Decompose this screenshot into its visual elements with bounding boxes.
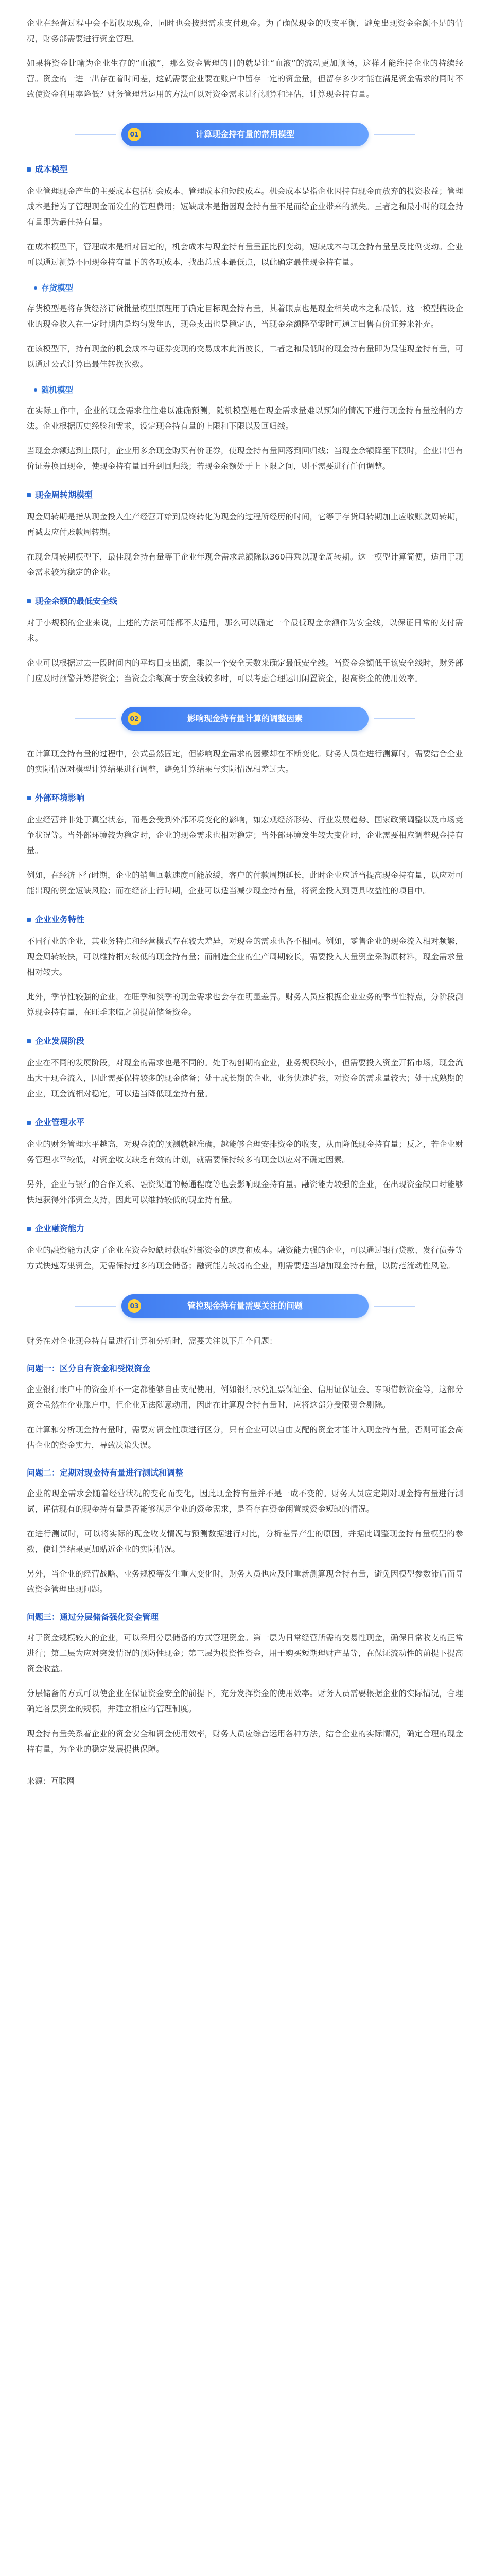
question-paragraph: 对于资金规模较大的企业，可以采用分层储备的方式管理资金。第一层为日常经营所需的交易性现金，确保日常收支的正常进行；第二层为应对突发情况的预防性现金；第三层为投资性资金，用于购买短期理财产品等，在保证流动性的前提下提高资金收益。 — [27, 1633, 463, 1673]
question-paragraph: 企业的现金需求会随着经营状况的变化而变化，因此现金持有量并不是一成不变的。财务人员应定期对现金持有量进行测试，评估现有的现金持有量是否能够满足企业的资金需求，是否存在资金闲置或资金短缺的情况。 — [27, 1489, 463, 1514]
factor-paragraph: 另外，企业与银行的合作关系、融资渠道的畅通程度等也会影响现金持有量。融资能力较强的企业，在出现资金缺口时能够快速获得外部资金支持，因此可以维持较低的现金持有量。 — [27, 1180, 463, 1205]
section-title: 影响现金持有量计算的调整因素 — [187, 714, 303, 723]
bullet-square-icon — [27, 918, 31, 922]
source-credit: 来源：互联网 — [27, 1776, 75, 1786]
factor-heading: 外部环境影响 — [27, 790, 463, 806]
model-heading: 存货模型 — [34, 280, 463, 296]
section-number-badge: 02 — [128, 712, 141, 725]
banner-line-right — [374, 718, 415, 719]
factor-paragraph: 企业的财务管理水平越高，对现金流的预测就越准确，越能够合理安排资金的收支，从而降低现金持有量；反之，若企业财务管理水平较低，对资金收支缺乏有效的计划，就需要保持较多的现金以应对不确定因素。 — [27, 1140, 463, 1164]
factor-paragraph: 例如，在经济下行时期，企业的销售回款速度可能放缓，客户的付款周期延长，此时企业应适当提高现金持有量，以应对可能出现的资金短缺风险；而在经济上行时期，企业可以适当减少现金持有量，将资金投入到更具收益性的项目中。 — [27, 871, 463, 895]
model-heading: 现金周转期模型 — [27, 487, 463, 503]
factor-paragraph: 企业经营并非处于真空状态，而是会受到外部环境变化的影响，如宏观经济形势、行业发展趋势、国家政策调整以及市场竞争状况等。当外部环境较为稳定时，企业的现金需求也相对稳定；当外部环境发生较大变化时，企业需要相应调整现金持有量。 — [27, 815, 463, 855]
factor-paragraph: 企业的融资能力决定了企业在资金短缺时获取外部资金的速度和成本。融资能力强的企业，可以通过银行贷款、发行债券等方式快速筹集资金，无需保持过多的现金储备；融资能力较弱的企业，则需要适当增加现金持有量，以防范流动性风险。 — [27, 1246, 463, 1270]
factor-heading: 企业管理水平 — [27, 1115, 463, 1130]
section-banner-1 — [121, 123, 369, 146]
question-paragraph: 在计算和分析现金持有量时，需要对资金性质进行区分，只有企业可以自由支配的资金才能计入现金持有量，否则可能会高估企业的资金实力，导致决策失误。 — [27, 1425, 463, 1450]
question-paragraph: 另外，当企业的经营战略、业务规模等发生重大变化时，财务人员也应及时重新测算现金持有量，避免因模型参数滞后而导致资金管理出现问题。 — [27, 1569, 463, 1594]
bullet-square-icon — [27, 796, 31, 800]
section-intro: 财务在对企业现金持有量进行计算和分析时，需要关注以下几个问题： — [27, 1336, 277, 1346]
section-number-badge: 01 — [128, 128, 141, 141]
intro-paragraph-1: 企业在经营过程中会不断收取现金，同时也会按照需求支付现金。为了确保现金的收支平衡，避免出现资金余额不足的情况，财务部需要进行资金管理。 — [27, 19, 463, 43]
model-paragraph: 当现金余额达到上限时，企业用多余现金购买有价证券，使现金持有量回落到回归线；当现金余额降至下限时，企业出售有价证券换回现金，使现金持有量回升到回归线；若现金余额处于上下限之间，则不需要进行任何调整。 — [27, 446, 463, 471]
section-banner-3 — [121, 1294, 369, 1318]
model-paragraph: 在现金周转期模型下，最佳现金持有量等于企业年现金需求总额除以360再乘以现金周转期。这一模型计算简便，适用于现金需求较为稳定的企业。 — [27, 552, 463, 577]
model-heading: 成本模型 — [27, 162, 463, 177]
model-paragraph: 企业管理现金产生的主要成本包括机会成本、管理成本和短缺成本。机会成本是指企业因持有现金而放弃的投资收益；管理成本是指为了管理现金而发生的管理费用；短缺成本是指因现金持有量不足而给企业带来的损失。三者之和最小时的现金持有量即为最佳持有量。 — [27, 187, 463, 227]
bullet-square-icon — [27, 1121, 31, 1125]
model-heading: 随机模型 — [34, 382, 463, 398]
bullet-square-icon — [27, 1227, 31, 1231]
question-heading: 问题三：通过分层储备强化资金管理 — [27, 1612, 159, 1622]
question-paragraph: 分层储备的方式可以使企业在保证资金安全的前提下，充分发挥资金的使用效率。财务人员需要根据企业的实际情况，合理确定各层资金的规模，并建立相应的管理制度。 — [27, 1689, 463, 1714]
factor-paragraph: 企业在不同的发展阶段，对现金的需求也是不同的。处于初创期的企业，业务规模较小，但需要投入资金开拓市场，现金流出大于现金流入，因此需要保持较多的现金储备；处于成长期的企业，业务快速扩张，对资金的需求量较大；处于成熟期的企业，现金流相对稳定，可以适当降低现金持有量。 — [27, 1058, 463, 1098]
model-paragraph: 存货模型是将存货经济订货批量模型原理用于确定目标现金持有量，其着眼点也是现金相关成本之和最低。这一模型假设企业的现金收入在一定时期内是均匀发生的，现金支出也是稳定的，当现金余额降至零时可通过出售有价证券来补充。 — [27, 304, 463, 329]
bullet-dot-icon — [34, 388, 37, 392]
bullet-square-icon — [27, 1039, 31, 1043]
factor-heading: 企业融资能力 — [27, 1221, 463, 1236]
question-heading: 问题二：定期对现金持有量进行测试和调整 — [27, 1468, 184, 1478]
banner-line-left — [75, 134, 116, 135]
model-heading: 现金余额的最低安全线 — [27, 594, 463, 609]
model-paragraph: 企业可以根据过去一段时间内的平均日支出额，乘以一个安全天数来确定最低安全线。当资金余额低于该安全线时，财务部门应及时预警并筹措资金；当资金余额高于安全线较多时，可以考虑合理运用闲置资金，提高资金的使用效率。 — [27, 658, 463, 683]
banner-line-right — [374, 134, 415, 135]
bullet-dot-icon — [34, 286, 37, 290]
model-paragraph: 在实际工作中，企业的现金需求往往难以准确预测，随机模型是在现金需求量难以预知的情况下进行现金持有量控制的方法。企业根据历史经验和需求，设定现金持有量的上限和下限以及回归线。 — [27, 406, 463, 431]
section-number-badge: 03 — [128, 1299, 141, 1313]
bullet-square-icon — [27, 167, 31, 172]
factor-paragraph: 不同行业的企业，其业务特点和经营模式存在较大差异，对现金的需求也各不相同。例如，零售企业的现金流入相对频繁，现金周转较快，可以维持相对较低的现金持有量；而制造企业的生产周期较长，需要投入大量资金采购原材料，现金需求量相对较大。 — [27, 937, 463, 977]
model-paragraph: 在成本模型下，管理成本是相对固定的，机会成本与现金持有量呈正比例变动，短缺成本与现金持有量呈反比例变动。企业可以通过测算不同现金持有量下的各项成本，找出总成本最低点，以此确定最佳现金持有量。 — [27, 242, 463, 267]
bullet-square-icon — [27, 599, 31, 603]
factor-paragraph: 此外，季节性较强的企业，在旺季和淡季的现金需求也会存在明显差异。财务人员应根据企业业务的季节性特点，分阶段测算现金持有量，在旺季来临之前提前储备资金。 — [27, 992, 463, 1017]
question-paragraph: 在进行测试时，可以将实际的现金收支情况与预测数据进行对比，分析差异产生的原因，并据此调整现金持有量模型的参数，使计算结果更加贴近企业的实际情况。 — [27, 1529, 463, 1554]
question-paragraph: 企业银行账户中的资金并不一定都能够自由支配使用，例如银行承兑汇票保证金、信用证保证金、专项借款资金等，这部分资金虽然在企业账户中，但企业无法随意动用，因此在计算现金持有量时，应将这部分受限资金剔除。 — [27, 1385, 463, 1410]
section-banner-2 — [121, 707, 369, 731]
section-title: 管控现金持有量需要关注的问题 — [187, 1301, 303, 1311]
banner-line-right — [374, 1306, 415, 1307]
section-intro: 在计算现金持有量的过程中，公式虽然固定，但影响现金需求的因素却在不断变化。财务人员在进行测算时，需要结合企业的实际情况对模型计算结果进行调整，避免计算结果与实际情况相差过大。 — [27, 749, 463, 774]
banner-line-left — [75, 1306, 116, 1307]
banner-line-left — [75, 718, 116, 719]
intro-paragraph-2: 如果将资金比喻为企业生存的“血液”，那么资金管理的目的就是让“血液”的流动更加顺畅，这样才能维持企业的持续经营。资金的一进一出存在着时间差，这就需要企业要在账户中留存一定的资金量，但留存多少才能在满足资金需求的同时不致使资金利用率降低？财务管理常运用的方法可以对资金需求进行测算和评估，计算现金持有量。 — [27, 59, 463, 99]
model-paragraph: 现金周转期是指从现金投入生产经营开始到最终转化为现金的过程所经历的时间，它等于存货周转期加上应收账款周转期，再减去应付账款周转期。 — [27, 512, 463, 537]
factor-heading: 企业业务特性 — [27, 912, 463, 927]
section-title: 计算现金持有量的常用模型 — [195, 129, 294, 139]
bullet-square-icon — [27, 493, 31, 497]
factor-heading: 企业发展阶段 — [27, 1033, 463, 1049]
question-paragraph: 现金持有量关系着企业的资金安全和资金使用效率，财务人员应综合运用各种方法，结合企业的实际情况，确定合理的现金持有量，为企业的稳定发展提供保障。 — [27, 1729, 463, 1754]
model-paragraph: 对于小规模的企业来说，上述的方法可能都不太适用，那么可以确定一个最低现金余额作为安全线，以保证日常的支付需求。 — [27, 618, 463, 643]
question-heading: 问题一：区分自有资金和受限资金 — [27, 1364, 151, 1374]
model-paragraph: 在该模型下，持有现金的机会成本与证券变现的交易成本此消彼长，二者之和最低时的现金持有量即为最佳现金持有量，可以通过公式计算出最佳转换次数。 — [27, 344, 463, 369]
